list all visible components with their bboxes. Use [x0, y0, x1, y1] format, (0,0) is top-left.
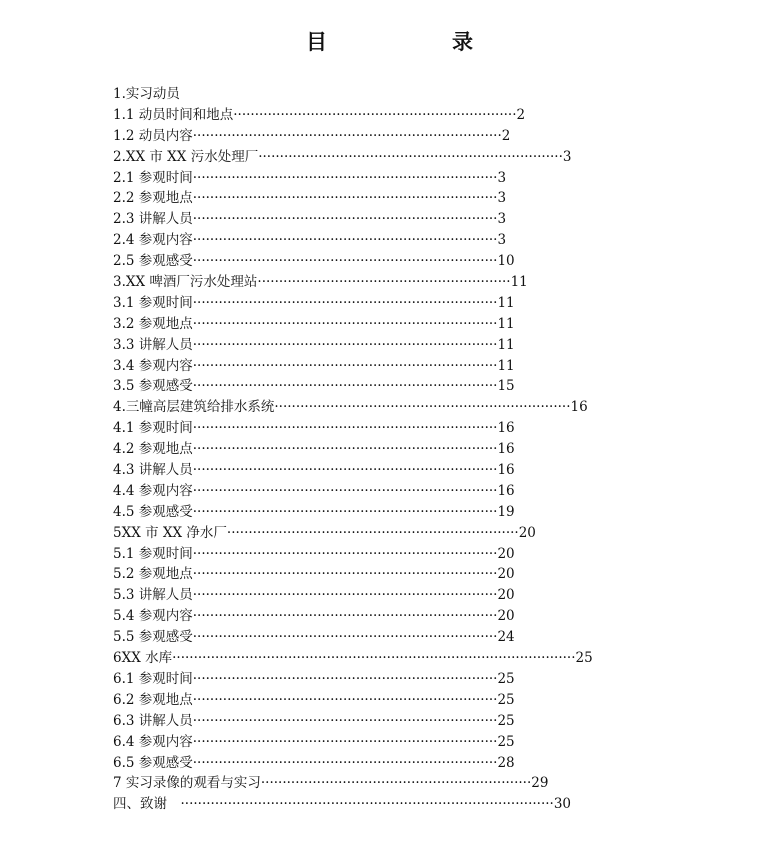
toc-entry-title: 3.XX 啤酒厂污水处理站: [113, 274, 258, 291]
toc-leader-dots: ·······································································: [192, 566, 498, 583]
toc-entry[interactable]: [113, 314, 593, 335]
toc-entry[interactable]: [113, 502, 593, 523]
toc-page-number: 11: [497, 294, 515, 311]
toc-leader-dots: ·······································································: [192, 608, 498, 625]
toc-entry-title: 3.5 参观感受: [113, 378, 193, 395]
toc-leader-dots: ·······································································: [192, 733, 498, 750]
toc-entry-title: 6.1 参观时间: [113, 670, 193, 687]
toc-page-number: 15: [497, 378, 515, 395]
toc-entry[interactable]: [113, 230, 593, 251]
toc-entry-title: 7 实习录像的观看与实习: [113, 775, 261, 792]
toc-leader-dots: ···························································: [257, 274, 511, 291]
toc-page-number: 16: [497, 482, 515, 499]
toc-entry[interactable]: [113, 690, 593, 711]
toc-page-number: 20: [497, 545, 515, 562]
toc-page-number: 3: [497, 211, 507, 228]
toc-entry[interactable]: [113, 544, 593, 565]
toc-entry[interactable]: [113, 481, 593, 502]
toc-page-number: 11: [497, 357, 515, 374]
toc-leader-dots: ·······································································: [192, 357, 498, 374]
toc-page-number: 25: [497, 712, 515, 729]
toc-entry[interactable]: [113, 335, 593, 356]
toc-leader-dots: ·······································································: [192, 336, 498, 353]
toc-entry[interactable]: [113, 376, 593, 397]
toc-page-number: 20: [497, 566, 515, 583]
toc-entry-title: 2.2 参观地点: [113, 190, 193, 207]
toc-page-number: 20: [497, 587, 515, 604]
toc-leader-dots: ·······································································: [192, 253, 498, 270]
toc-entry[interactable]: [113, 293, 593, 314]
toc-entry[interactable]: [113, 606, 593, 627]
toc-entry-title: 6.4 参观内容: [113, 733, 193, 750]
toc-leader-dots: ·······································································: [192, 691, 498, 708]
toc-leader-dots: ·······································································: [192, 378, 498, 395]
toc-page-number: 16: [497, 462, 515, 479]
toc-entry-title: 4.5 参观感受: [113, 503, 193, 520]
toc-page-number: 3: [562, 148, 572, 165]
toc-entry[interactable]: [113, 188, 593, 209]
toc-entry[interactable]: [113, 627, 593, 648]
toc-entry-title: 1.2 动员内容: [113, 127, 193, 144]
toc-entry[interactable]: [113, 418, 593, 439]
toc-entry[interactable]: [113, 356, 593, 377]
toc-entry[interactable]: [113, 669, 593, 690]
toc-entry[interactable]: [113, 648, 593, 669]
toc-leader-dots: ·······································································: [192, 315, 498, 332]
toc-leader-dots: ······························································································: [172, 650, 576, 667]
toc-entry[interactable]: [113, 732, 593, 753]
toc-entry-title: 3.3 讲解人员: [113, 336, 193, 353]
toc-entry-title: 3.2 参观地点: [113, 315, 193, 332]
toc-page-number: 20: [497, 608, 515, 625]
toc-entry-title: 4.1 参观时间: [113, 420, 193, 437]
toc-entry[interactable]: [113, 272, 593, 293]
table-of-contents: [113, 84, 593, 815]
toc-leader-dots: ·······································································: [192, 169, 498, 186]
toc-entry-title: 5XX 市 XX 净水厂: [113, 524, 227, 541]
toc-page-number: 25: [497, 733, 515, 750]
toc-leader-dots: ·······································································: [192, 503, 498, 520]
toc-entry-title: 5.1 参观时间: [113, 545, 193, 562]
toc-entry-title: 5.2 参观地点: [113, 566, 193, 583]
toc-leader-dots: ·······································································: [192, 420, 498, 437]
toc-entry[interactable]: [113, 105, 593, 126]
toc-entry[interactable]: [113, 168, 593, 189]
toc-leader-dots: ········································································: [192, 127, 502, 144]
toc-entry[interactable]: [113, 439, 593, 460]
toc-entry[interactable]: [113, 523, 593, 544]
toc-entry[interactable]: [113, 753, 593, 774]
toc-entry-title: 5.3 讲解人员: [113, 587, 193, 604]
toc-page-number: 30: [553, 796, 572, 813]
toc-entry[interactable]: [113, 585, 593, 606]
toc-page-number: 25: [497, 691, 515, 708]
toc-entry[interactable]: [113, 209, 593, 230]
toc-entry-title: 6.5 参观感受: [113, 754, 193, 771]
toc-page-number: 3: [497, 190, 507, 207]
toc-entry-title: 6.2 参观地点: [113, 691, 193, 708]
toc-leader-dots: ·······················································································: [180, 796, 554, 813]
toc-page-number: 16: [497, 420, 515, 437]
toc-entry-title: 5.4 参观内容: [113, 608, 193, 625]
toc-leader-dots: ·······································································: [192, 754, 498, 771]
toc-entry-title: 4.三幢高层建筑给排水系统: [113, 399, 275, 416]
toc-page-number: 19: [497, 503, 515, 520]
toc-page-number: 2: [516, 106, 526, 123]
toc-leader-dots: ·····································································: [274, 399, 571, 416]
toc-entry[interactable]: [113, 794, 593, 815]
toc-leader-dots: ·······································································: [192, 441, 498, 458]
toc-leader-dots: ·······································································: [192, 587, 498, 604]
toc-entry[interactable]: [113, 460, 593, 481]
toc-entry-title: 4.2 参观地点: [113, 441, 193, 458]
toc-page-number: 3: [497, 232, 507, 249]
toc-leader-dots: ·······································································: [258, 148, 563, 165]
toc-page-number: 16: [497, 441, 515, 458]
toc-entry[interactable]: [113, 711, 593, 732]
toc-entry-title: 3.4 参观内容: [113, 357, 193, 374]
toc-entry-title: 4.3 讲解人员: [113, 462, 193, 479]
toc-entry-title: 1.1 动员时间和地点: [113, 106, 234, 123]
toc-entry[interactable]: [113, 126, 593, 147]
toc-page-number: 24: [497, 629, 515, 646]
toc-page-number: 28: [497, 754, 515, 771]
toc-leader-dots: ·······································································: [192, 482, 498, 499]
toc-entry-title: 4.4 参观内容: [113, 482, 193, 499]
toc-leader-dots: ·······································································: [192, 211, 498, 228]
toc-entry[interactable]: [113, 147, 593, 168]
toc-entry[interactable]: [113, 397, 593, 418]
toc-page-number: 29: [531, 775, 549, 792]
toc-entry-title: 2.4 参观内容: [113, 232, 193, 249]
toc-leader-dots: ·······································································: [192, 190, 498, 207]
toc-entry-title: 2.XX 市 XX 污水处理厂: [113, 148, 259, 165]
toc-leader-dots: ·······································································: [192, 232, 498, 249]
toc-page-number: 25: [575, 650, 593, 667]
toc-entry-title: 2.5 参观感受: [113, 253, 193, 270]
toc-leader-dots: ··································································: [233, 106, 517, 123]
toc-entry[interactable]: [113, 84, 593, 105]
toc-leader-dots: ·······································································: [192, 629, 498, 646]
toc-page-number: 3: [497, 169, 507, 186]
toc-page-number: 11: [510, 274, 528, 291]
toc-page-number: 11: [497, 315, 515, 332]
toc-leader-dots: ·······································································: [192, 712, 498, 729]
toc-entry-title: 3.1 参观时间: [113, 294, 193, 311]
toc-page-number: 11: [497, 336, 515, 353]
toc-page-number: 16: [570, 399, 588, 416]
toc-leader-dots: ·······································································: [192, 545, 498, 562]
toc-page-number: 10: [497, 253, 515, 270]
toc-entry[interactable]: [113, 251, 593, 272]
toc-leader-dots: ·······································································: [192, 462, 498, 479]
toc-page-number: 20: [518, 524, 536, 541]
toc-entry-title: 四、致谢: [113, 796, 181, 813]
toc-entry-title: 1.实习动员: [113, 86, 180, 102]
toc-entry-title: 6XX 水库: [113, 650, 173, 667]
toc-leader-dots: ·······································································: [192, 294, 498, 311]
toc-entry-title: 2.3 讲解人员: [113, 211, 193, 228]
toc-page-number: 25: [497, 670, 515, 687]
toc-entry-title: 2.1 参观时间: [113, 169, 193, 186]
toc-page-number: 2: [501, 127, 511, 144]
page-title: 目 录: [306, 30, 525, 54]
toc-entry[interactable]: [113, 564, 593, 585]
toc-leader-dots: ·······································································: [192, 670, 498, 687]
toc-entry-title: 5.5 参观感受: [113, 629, 193, 646]
toc-leader-dots: ····································································: [226, 524, 519, 541]
toc-entry[interactable]: [113, 773, 593, 794]
toc-entry-title: 6.3 讲解人员: [113, 712, 193, 729]
toc-leader-dots: ·······························································: [260, 775, 532, 792]
